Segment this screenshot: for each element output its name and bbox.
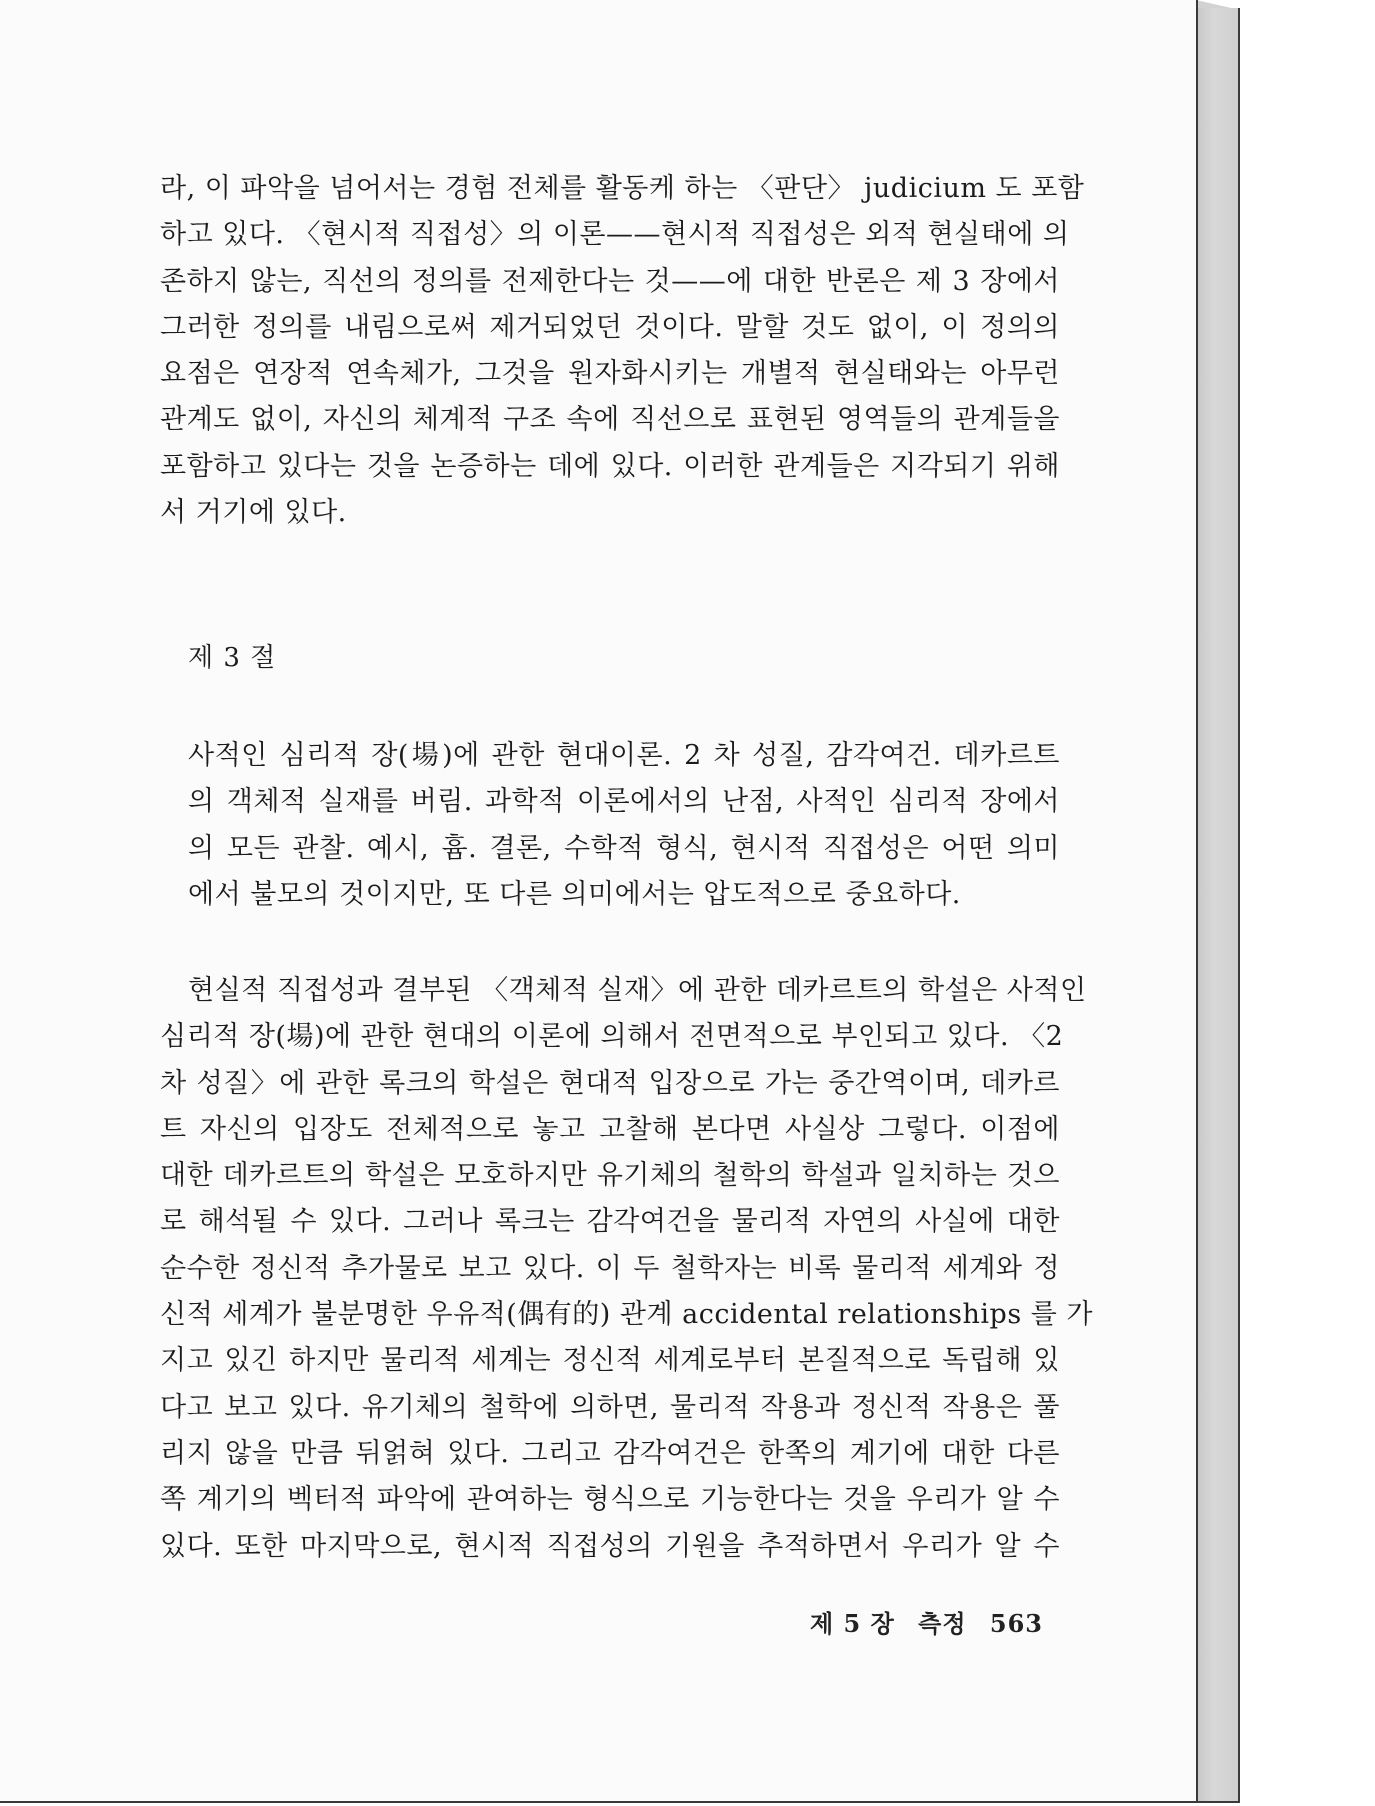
paragraph-1 bbox=[160, 166, 1085, 536]
paragraph-2-line: 순수한 정신적 추가물로 보고 있다. 이 두 철학자는 비록 물리적 세계와 정 bbox=[160, 1252, 1060, 1284]
paragraph-2-line: 로 해석될 수 있다. 그러나 록크는 감각여건을 물리적 자연의 사실에 대한 bbox=[160, 1206, 1060, 1238]
page-number: 563 bbox=[989, 1609, 1043, 1638]
paragraph-1-line: 그러한 정의를 내림으로써 제거되었던 것이다. 말할 것도 없이, 이 정의의 bbox=[160, 311, 1060, 343]
paragraph-1-line: 서 거기에 있다. bbox=[160, 497, 347, 529]
section-summary bbox=[188, 733, 1060, 918]
paragraph-2-line: 차 성질〉에 관한 록크의 학설은 현대적 입장으로 가는 중간역이며, 데카르 bbox=[160, 1067, 1060, 1099]
paragraph-1-line: 관계도 없이, 자신의 체계적 구조 속에 직선으로 표현된 영역들의 관계들을 bbox=[160, 404, 1060, 436]
footer-chapter-title: 측정 bbox=[918, 1609, 967, 1638]
paragraph-2-line: 쪽 계기의 벡터적 파악에 관여하는 형식으로 기능한다는 것을 우리가 알 수 bbox=[160, 1484, 1060, 1516]
summary-line: 에서 불모의 것이지만, 또 다른 의미에서는 압도적으로 중요하다. bbox=[188, 878, 961, 910]
paragraph-2-line: 트 자신의 입장도 전체적으로 놓고 고찰해 본다면 사실상 그렇다. 이점에 bbox=[160, 1113, 1060, 1145]
paragraph-2-line: 대한 데카르트의 학설은 모호하지만 유기체의 철학의 학설과 일치하는 것으 bbox=[160, 1160, 1060, 1192]
paragraph-1-line: 하고 있다. 〈현시적 직접성〉의 이론——현시적 직접성은 외적 현실태에 의 bbox=[160, 219, 1070, 251]
paragraph-1-line: 포함하고 있다는 것을 논증하는 데에 있다. 이러한 관계들은 지각되기 위해 bbox=[160, 450, 1060, 482]
summary-line: 의 객체적 실재를 버림. 과학적 이론에서의 난점, 사적인 심리적 장에서 bbox=[188, 786, 1060, 818]
summary-line: 사적인 심리적 장(場)에 관한 현대이론. 2 차 성질, 감각여건. 데카르트 bbox=[188, 740, 1060, 771]
paragraph-1-line: 존하지 않는, 직선의 정의를 전제한다는 것——에 대한 반론은 제 3 장에서 bbox=[160, 265, 1060, 297]
footer-chapter: 제 5 장 bbox=[810, 1609, 895, 1638]
paragraph-2-line: 리지 않을 만큼 뒤얽혀 있다. 그리고 감각여건은 한쪽의 계기에 대한 다른 bbox=[160, 1437, 1060, 1469]
paragraph-2-line: 심리적 장(場)에 관한 현대의 이론에 의해서 전면적으로 부인되고 있다. 〈2 bbox=[160, 1021, 1064, 1053]
paragraph-2-line: 신적 세계가 불분명한 우유적(偶有的) 관계 accidental relationships 를 가 bbox=[160, 1299, 1094, 1331]
paragraph-1-line: 라, 이 파악을 넘어서는 경험 전체를 활동케 하는 〈판단〉 judicium 도 포함 bbox=[160, 173, 1085, 204]
page-edge bbox=[1198, 8, 1240, 1803]
summary-line: 의 모든 관찰. 예시, 흄. 결론, 수학적 형식, 현시적 직접성은 어떤 의미 bbox=[188, 832, 1060, 864]
paragraph-1-line: 요점은 연장적 연속체가, 그것을 원자화시키는 개별적 현실태와는 아무런 bbox=[160, 358, 1060, 390]
page-footer bbox=[810, 1604, 1057, 1644]
section-heading: 제 3 절 bbox=[188, 643, 277, 673]
paragraph-2-line: 다고 보고 있다. 유기체의 철학에 의하면, 물리적 작용과 정신적 작용은 풀 bbox=[160, 1391, 1060, 1423]
paragraph-2 bbox=[160, 968, 1094, 1570]
paragraph-2-line: 있다. 또한 마지막으로, 현시적 직접성의 기원을 추적하면서 우리가 알 수 bbox=[160, 1530, 1060, 1562]
paragraph-2-line: 현실적 직접성과 결부된 〈객체적 실재〉에 관한 데카르트의 학설은 사적인 bbox=[188, 975, 1087, 1006]
paragraph-2-line: 지고 있긴 하지만 물리적 세계는 정신적 세계로부터 본질적으로 독립해 있 bbox=[160, 1345, 1060, 1377]
